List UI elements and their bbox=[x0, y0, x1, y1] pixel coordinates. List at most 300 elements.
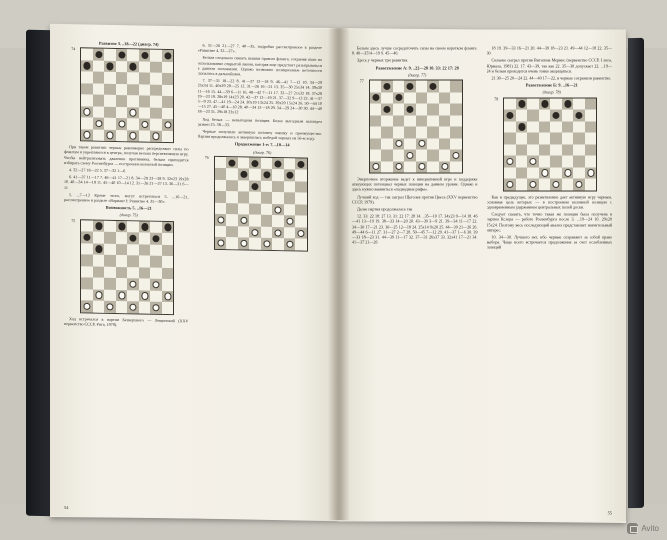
white-piece bbox=[370, 161, 382, 173]
diagram-number: 77 bbox=[359, 78, 364, 84]
board-square bbox=[295, 216, 307, 228]
board-square bbox=[116, 107, 128, 119]
board-square bbox=[215, 191, 227, 203]
board-square bbox=[573, 98, 585, 110]
board-square bbox=[272, 169, 284, 181]
book-pages bbox=[50, 25, 626, 523]
board-square bbox=[539, 133, 551, 145]
board-square bbox=[393, 81, 405, 93]
board-square bbox=[585, 156, 597, 168]
board-square bbox=[249, 215, 261, 227]
white-piece bbox=[393, 138, 405, 150]
white-piece bbox=[295, 227, 307, 239]
paragraph: 21 30—25 20—24 22. 44—40 17—22, и черные сохраняли равенство. bbox=[491, 75, 612, 81]
section-heading: Разветвление А: 9. ..22—28 10. 33: 22 17: 28 bbox=[375, 65, 459, 71]
black-piece bbox=[562, 98, 574, 110]
paragraph: 12. 33: 22 18: 27 13. 31: 22 17: 28 14. ..35—10 17. 34х23 9—14 18. 46—41 13—19 19. 38—33 14—20 20. 43—39 3—9 21. 39—34 11—17 22. 34—30 17—21 23. 30—25 12—18 24. 25х14 9х20 25. 44—39 21—26 26. 49—44 6—11 27. 31—27 2—7 28. 50—45 7—12 29. 41—37 1—6 30. 39—33 18—23 31. 44—39 11—17 32. 37—31 26х37 33. 32х41 17—21 34. 41—37 21—26 bbox=[352, 213, 478, 245]
board-square bbox=[562, 110, 574, 122]
board-square bbox=[93, 95, 105, 107]
paragraph: Следует сказать, что точно такая же позиция была получена в партии Кслера — работе Роозенбурга после 3. ...19—24 10. 29х20 15х24. Поэтому весь последующий анализ представляет значительный интерес. bbox=[486, 211, 612, 233]
white-piece bbox=[104, 129, 116, 141]
white-piece bbox=[404, 150, 416, 161]
white-piece bbox=[284, 216, 296, 228]
board-square bbox=[295, 170, 307, 182]
board-square bbox=[162, 96, 174, 108]
board-square bbox=[404, 138, 416, 150]
board-square bbox=[81, 266, 93, 278]
board-square bbox=[93, 60, 105, 72]
black-piece bbox=[93, 220, 105, 232]
board-square bbox=[162, 302, 174, 314]
white-piece bbox=[162, 119, 174, 131]
board-square bbox=[150, 107, 162, 119]
paragraph: Белым следовало связать шашки правого фланга, сохраняя шанс на использование открытой линии, которая еще предстоит разыгрываться в данном положении. Однако возможно позиционные неточности сказались в дальнейшем. bbox=[197, 55, 322, 77]
board-square bbox=[381, 150, 393, 162]
section-heading: Возможность 5. ..16—21 bbox=[105, 205, 152, 211]
white-piece bbox=[416, 161, 428, 173]
white-piece bbox=[127, 301, 139, 313]
paragraph: Далее партия продолжалась так bbox=[357, 206, 413, 212]
board-square bbox=[261, 181, 273, 193]
board-square bbox=[439, 81, 451, 93]
board-square bbox=[249, 238, 261, 250]
paragraph: При таком развитии черные равномерно распределяют силы по флангам и укрепляются в центре, получая весьма перспективную игру. Чтобы нейтрализовать давление противника, белым приходится избирать схему Роозенбурга — построение колонной позиции. bbox=[64, 144, 189, 167]
paragraph: Здесь у черных три развития. bbox=[357, 57, 409, 63]
white-piece bbox=[104, 301, 116, 313]
black-piece bbox=[104, 60, 116, 72]
board-square bbox=[504, 98, 516, 110]
board-square bbox=[81, 289, 93, 301]
white-piece bbox=[116, 118, 128, 130]
board-square bbox=[550, 121, 562, 133]
board-square bbox=[116, 267, 128, 279]
black-piece bbox=[249, 157, 261, 169]
white-piece bbox=[238, 215, 250, 227]
paragraph: 4. 32—27 18—22 5. 37—32 1—6 bbox=[69, 167, 126, 174]
board-square bbox=[104, 266, 116, 278]
board-square bbox=[238, 157, 250, 169]
board-square bbox=[162, 108, 174, 120]
black-piece bbox=[504, 110, 516, 122]
board-square bbox=[150, 256, 162, 268]
board-square bbox=[427, 150, 439, 162]
board-square bbox=[93, 278, 105, 290]
white-piece bbox=[162, 291, 174, 303]
board-square bbox=[295, 193, 307, 205]
board-square bbox=[284, 204, 296, 216]
board-square bbox=[150, 73, 162, 85]
board-square bbox=[226, 214, 238, 226]
white-piece bbox=[272, 227, 284, 239]
board-square bbox=[573, 156, 585, 168]
board-square bbox=[573, 133, 585, 145]
text-column bbox=[198, 43, 323, 499]
board-square bbox=[284, 227, 296, 239]
black-piece bbox=[284, 170, 296, 182]
board-square bbox=[150, 290, 162, 302]
paragraph: 5. ...7—12 Кроме этого, могут встретиться 5. ...16—21, рассмотренное в разделе «Вариант I: Развитие 4. 35—30». bbox=[64, 191, 189, 204]
white-piece bbox=[139, 119, 151, 131]
board-square bbox=[539, 121, 551, 133]
board-square bbox=[439, 92, 451, 104]
black-piece bbox=[127, 61, 139, 73]
board-square bbox=[272, 192, 284, 204]
board-square bbox=[162, 279, 174, 291]
board-square bbox=[562, 121, 574, 133]
board-square bbox=[404, 127, 416, 139]
book-cover-right bbox=[628, 38, 644, 508]
white-piece bbox=[81, 129, 93, 141]
white-piece bbox=[249, 226, 261, 238]
diagram-number: 78 bbox=[494, 96, 499, 102]
board-square bbox=[215, 180, 227, 192]
board-square bbox=[295, 204, 307, 216]
board-square bbox=[127, 255, 139, 267]
diagram bbox=[71, 217, 172, 315]
diagram-number: 74 bbox=[71, 46, 76, 52]
board-square bbox=[139, 256, 151, 268]
board-square bbox=[104, 106, 116, 118]
board-square bbox=[439, 150, 451, 162]
board-square bbox=[104, 95, 116, 107]
checkers-board bbox=[80, 219, 174, 315]
checkers-board bbox=[214, 156, 308, 252]
board-square bbox=[527, 121, 539, 133]
text-column bbox=[64, 40, 189, 496]
board-square bbox=[393, 127, 405, 139]
board-square bbox=[573, 121, 585, 133]
board-square bbox=[249, 169, 261, 181]
board-square bbox=[585, 179, 597, 191]
board-square bbox=[516, 156, 528, 168]
board-square bbox=[238, 180, 250, 192]
board-square bbox=[81, 220, 93, 232]
board-square bbox=[139, 279, 151, 291]
board-square bbox=[404, 92, 416, 104]
paragraph: Белым здесь лучше сосредоточить силы на своем коротком фланге. 8. 40—35!4—19 9. 45—40. bbox=[352, 45, 478, 56]
board-square bbox=[139, 130, 151, 142]
board-square bbox=[116, 301, 128, 313]
board-square bbox=[404, 161, 416, 173]
board-square bbox=[381, 161, 393, 173]
board-square bbox=[550, 167, 562, 179]
board-square bbox=[370, 150, 382, 162]
board-square bbox=[238, 203, 250, 215]
board-square bbox=[104, 49, 116, 61]
white-piece bbox=[527, 179, 539, 191]
board-square bbox=[116, 255, 128, 267]
board-square bbox=[585, 144, 597, 156]
white-piece bbox=[573, 179, 585, 191]
board-square bbox=[226, 203, 238, 215]
black-piece bbox=[226, 157, 238, 169]
board-square bbox=[573, 144, 585, 156]
board-square bbox=[139, 302, 151, 314]
black-piece bbox=[150, 233, 162, 245]
left-page-number: 54 bbox=[64, 504, 69, 511]
board-square bbox=[81, 83, 93, 95]
paragraph: Как и предыдущее, это разветвление дает активную игру черным, основная цель которых — в построении колонной позиции с одновременным удержанием центральных полей доски. bbox=[486, 194, 612, 210]
board-square bbox=[284, 193, 296, 205]
board-square bbox=[81, 243, 93, 255]
board-square bbox=[93, 255, 105, 267]
diagram-caption: (диагр. 76) bbox=[253, 149, 272, 155]
white-piece bbox=[127, 278, 139, 290]
white-piece bbox=[150, 279, 162, 291]
board-square bbox=[81, 95, 93, 107]
board-square bbox=[393, 104, 405, 116]
board-square bbox=[261, 204, 273, 216]
white-piece bbox=[284, 239, 296, 251]
board-square bbox=[150, 267, 162, 279]
white-piece bbox=[150, 302, 162, 314]
white-piece bbox=[393, 161, 405, 173]
board-square bbox=[504, 121, 516, 133]
black-piece bbox=[93, 49, 105, 61]
paragraph: 18 19. 39—33 16—21 20. 44—39 18—23 21. 49—44 12—18 22. 35—30 bbox=[486, 45, 612, 56]
black-piece bbox=[162, 222, 174, 234]
board-square bbox=[249, 203, 261, 215]
board-square bbox=[539, 144, 551, 156]
board-square bbox=[116, 278, 128, 290]
black-piece bbox=[393, 92, 405, 104]
board-square bbox=[370, 138, 382, 150]
board-square bbox=[562, 179, 574, 191]
black-piece bbox=[370, 92, 382, 104]
black-piece bbox=[404, 104, 416, 116]
board-square bbox=[539, 156, 551, 168]
black-piece bbox=[381, 104, 393, 116]
board-square bbox=[261, 215, 273, 227]
board-square bbox=[150, 221, 162, 233]
black-piece bbox=[539, 98, 551, 110]
white-piece bbox=[562, 167, 574, 179]
board-square bbox=[527, 110, 539, 122]
text-column bbox=[352, 46, 478, 500]
board-square bbox=[104, 220, 116, 232]
board-square bbox=[516, 144, 528, 156]
right-page-number: 55 bbox=[607, 510, 612, 516]
board-square bbox=[381, 115, 393, 127]
board-square bbox=[139, 244, 151, 256]
board-square bbox=[127, 118, 139, 130]
diagram-caption: (диагр. 77) bbox=[408, 72, 427, 78]
board-square bbox=[427, 138, 439, 150]
white-piece bbox=[116, 290, 128, 302]
board-square bbox=[416, 104, 428, 116]
diagram bbox=[204, 154, 306, 252]
board-square bbox=[573, 167, 585, 179]
left-page bbox=[50, 24, 338, 522]
watermark-label: Avito bbox=[641, 524, 659, 533]
board-square bbox=[226, 226, 238, 238]
book bbox=[26, 22, 644, 522]
black-piece bbox=[238, 169, 250, 181]
board-square bbox=[127, 49, 139, 61]
board-square bbox=[416, 150, 428, 162]
paragraph: Лучший ход — так сыграл Щеголев против Цвеса (XXV первенство СССР, 1979). bbox=[352, 194, 478, 205]
board-square bbox=[504, 133, 516, 145]
board-square bbox=[370, 127, 382, 139]
board-square bbox=[81, 254, 93, 266]
board-square bbox=[450, 127, 462, 139]
board-square bbox=[427, 161, 439, 173]
board-square bbox=[550, 144, 562, 156]
board-square bbox=[381, 92, 393, 104]
white-piece bbox=[215, 214, 227, 226]
board-square bbox=[516, 133, 528, 145]
board-square bbox=[162, 85, 174, 97]
board-square bbox=[261, 192, 273, 204]
diagram bbox=[494, 96, 595, 191]
board-square bbox=[93, 83, 105, 95]
board-square bbox=[272, 238, 284, 250]
white-piece bbox=[238, 238, 250, 250]
board-square bbox=[450, 104, 462, 116]
board-square bbox=[249, 192, 261, 204]
white-piece bbox=[539, 167, 551, 179]
board-square bbox=[104, 72, 116, 84]
board-square bbox=[116, 232, 128, 244]
board-square bbox=[439, 127, 451, 139]
board-square bbox=[116, 61, 128, 73]
board-square bbox=[162, 268, 174, 280]
board-square bbox=[527, 167, 539, 179]
board-square bbox=[150, 61, 162, 73]
paragraph: Ход белых — невыгодная позиция. Более выгодным выглядел размен 25. 38—33. bbox=[197, 116, 322, 128]
board-square bbox=[504, 167, 516, 179]
board-square bbox=[162, 73, 174, 85]
board-square bbox=[81, 49, 93, 61]
board-square bbox=[139, 96, 151, 108]
white-piece bbox=[139, 290, 151, 302]
board-square bbox=[150, 119, 162, 131]
paragraph: Сильнее сыграл против Витагина Мернис (первенство СССР, I лига, Юрмала, 1981) 22. 17. 43—39, так как 22. 35—30 допускает 22. ...19—24 и белым приходится очень тонко защищаться. bbox=[486, 57, 612, 74]
white-piece bbox=[504, 156, 516, 168]
black-piece bbox=[127, 232, 139, 244]
black-piece bbox=[81, 231, 93, 243]
board-square bbox=[527, 133, 539, 145]
board-square bbox=[585, 98, 597, 110]
black-piece bbox=[261, 169, 273, 181]
board-square bbox=[104, 243, 116, 255]
board-square bbox=[93, 266, 105, 278]
board-square bbox=[516, 167, 528, 179]
board-square bbox=[127, 72, 139, 84]
board-square bbox=[416, 127, 428, 139]
board-square bbox=[539, 179, 551, 191]
board-square bbox=[93, 232, 105, 244]
board-square bbox=[116, 84, 128, 96]
white-piece bbox=[127, 107, 139, 119]
board-square bbox=[226, 191, 238, 203]
black-piece bbox=[116, 221, 128, 233]
board-square bbox=[81, 118, 93, 130]
white-piece bbox=[272, 204, 284, 216]
board-square bbox=[562, 133, 574, 145]
board-square bbox=[539, 110, 551, 122]
board-square bbox=[562, 144, 574, 156]
right-page-columns bbox=[352, 46, 612, 500]
board-square bbox=[226, 180, 238, 192]
paragraph: 10. 34—30. Лучшего нет, ибо черные сохраняют за собой право выбора. Чаще всего встречается продолжение за счет ослабленных позиций bbox=[486, 234, 612, 250]
black-piece bbox=[404, 81, 416, 93]
board-square bbox=[150, 84, 162, 96]
diagram-caption: (диагр. 78) bbox=[542, 89, 561, 95]
board-square bbox=[370, 115, 382, 127]
white-piece bbox=[450, 150, 462, 162]
black-piece bbox=[295, 158, 307, 170]
board-square bbox=[381, 138, 393, 150]
board-square bbox=[238, 226, 250, 238]
board-square bbox=[215, 157, 227, 169]
board-square bbox=[404, 115, 416, 127]
board-square bbox=[116, 72, 128, 84]
white-piece bbox=[439, 161, 451, 173]
board-square bbox=[550, 133, 562, 145]
board-square bbox=[416, 81, 428, 93]
board-square bbox=[162, 62, 174, 74]
section-heading: Развитие 3. ..18—22 (диагр. 74) bbox=[98, 40, 159, 47]
board-square bbox=[116, 95, 128, 107]
board-square bbox=[295, 239, 307, 251]
board-square bbox=[162, 233, 174, 245]
board-square bbox=[439, 104, 451, 116]
black-piece bbox=[516, 98, 528, 110]
board-square bbox=[139, 267, 151, 279]
black-piece bbox=[427, 81, 439, 93]
right-page bbox=[338, 30, 626, 522]
board-square bbox=[284, 158, 296, 170]
black-piece bbox=[516, 121, 528, 133]
board-square bbox=[127, 244, 139, 256]
black-piece bbox=[162, 50, 174, 62]
board-square bbox=[139, 73, 151, 85]
paragraph: Ход встречался в партии Безверхнего — Лещинский (XXV первенство СССР, Рига, 1979). bbox=[64, 315, 189, 327]
board-square bbox=[562, 156, 574, 168]
board-square bbox=[427, 104, 439, 116]
board-square bbox=[238, 192, 250, 204]
black-piece bbox=[93, 243, 105, 255]
avito-logo-icon bbox=[627, 523, 638, 534]
board-square bbox=[150, 96, 162, 108]
white-piece bbox=[215, 237, 227, 249]
board-square bbox=[585, 110, 597, 122]
board-square bbox=[81, 72, 93, 84]
white-piece bbox=[504, 179, 516, 191]
section-heading: Продолжение 1-е: 7. ..10—14 bbox=[234, 141, 290, 148]
board-square bbox=[139, 84, 151, 96]
board-square bbox=[139, 233, 151, 245]
black-piece bbox=[139, 221, 151, 233]
white-piece bbox=[127, 130, 139, 142]
paragraph: 6. 41—37 11—17 7. 46—41 17—21 8. 34—29 23—28 9. 32х23 19х28 10. 40—34 14—19 11. 45—40 10—14 12. 31—26 21—27 13. 36—31 6—11 bbox=[64, 174, 189, 190]
black-piece bbox=[81, 60, 93, 72]
board-square bbox=[427, 92, 439, 104]
board-square bbox=[504, 144, 516, 156]
board-square bbox=[585, 121, 597, 133]
white-piece bbox=[93, 289, 105, 301]
checkers-board bbox=[80, 48, 174, 144]
diagram-caption: (диагр. 75) bbox=[119, 212, 138, 218]
board-square bbox=[116, 244, 128, 256]
board-square bbox=[284, 181, 296, 193]
black-piece bbox=[116, 49, 128, 61]
board-square bbox=[93, 106, 105, 118]
board-square bbox=[127, 221, 139, 233]
board-square bbox=[272, 181, 284, 193]
board-square bbox=[416, 92, 428, 104]
